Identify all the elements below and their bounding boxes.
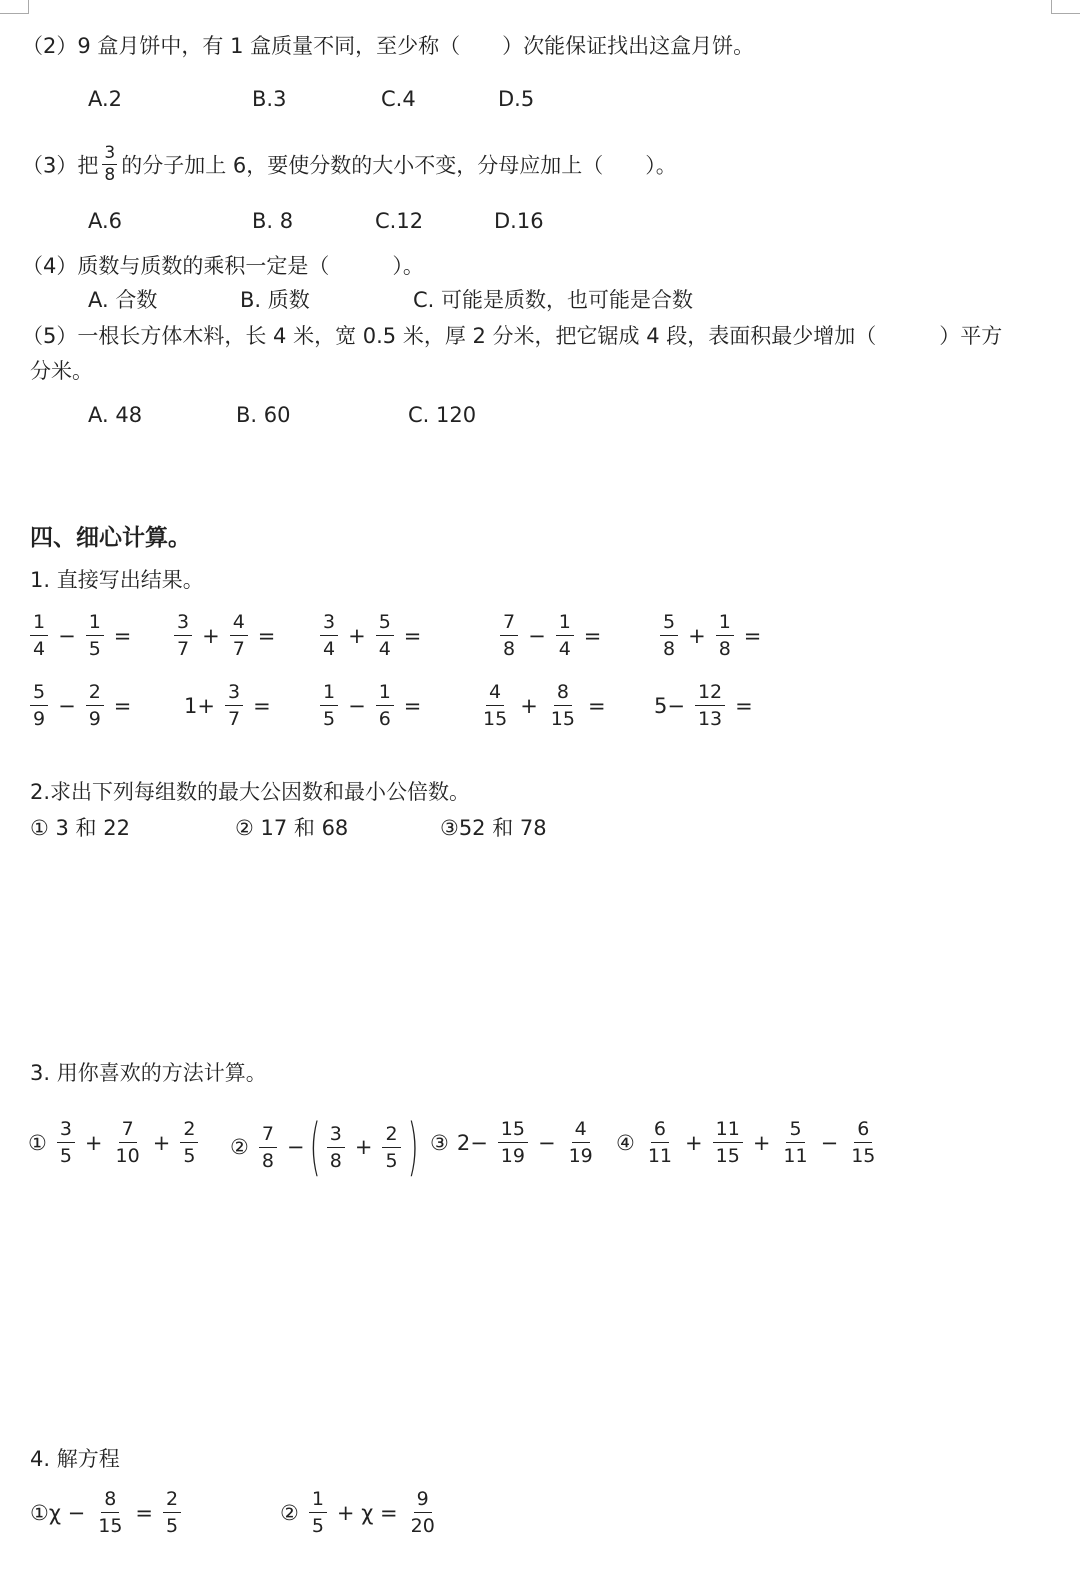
numerator: 1: [556, 609, 574, 636]
operator: ②: [280, 1500, 299, 1525]
denominator: 13: [697, 708, 723, 730]
numerator: 6: [651, 1116, 669, 1143]
denominator: 4: [558, 638, 571, 660]
numerator: 15: [498, 1116, 528, 1143]
fraction: [86, 609, 104, 662]
part2-item-3: ③52 和 78: [440, 816, 547, 840]
numerator: 7: [500, 609, 518, 636]
part2-title: 2.求出下列每组数的最大公因数和最小公倍数。: [30, 780, 471, 804]
q2-option-b: B.3: [252, 87, 287, 111]
fraction: [320, 609, 338, 662]
operator: −: [286, 1135, 305, 1159]
numerator: 3: [174, 609, 192, 636]
operator: =: [257, 623, 276, 648]
fraction: [695, 679, 725, 732]
q4-option-a: A. 合数: [88, 288, 158, 312]
fraction: [376, 609, 394, 662]
q3-option-d: D.16: [494, 209, 544, 233]
fraction: [30, 679, 48, 732]
oral-calc-row1-2: [168, 609, 279, 662]
numerator: 1: [376, 679, 394, 706]
question-2: （2）9 盒月饼中，有 1 盒质量不同，至少称（ ）次能保证找出这盒月饼。: [22, 34, 755, 58]
operator: 5−: [654, 693, 685, 718]
denominator: 19: [500, 1145, 525, 1167]
fraction: [500, 609, 518, 662]
numerator: 5: [376, 609, 394, 636]
denominator: 4: [323, 638, 336, 660]
denominator: 9: [88, 708, 101, 730]
fraction: [645, 1116, 675, 1169]
fraction: [848, 1116, 878, 1169]
operator: −: [820, 1130, 839, 1155]
numerator: 3: [225, 679, 243, 706]
left-paren: (: [309, 1110, 321, 1183]
numerator: 5: [786, 1116, 804, 1143]
denominator: 8: [261, 1149, 274, 1172]
fraction: [113, 1116, 143, 1169]
part3-title: 3. 用你喜欢的方法计算。: [30, 1061, 267, 1085]
calc-item-1: [24, 1116, 204, 1169]
numerator: 2: [86, 679, 104, 706]
numerator: 3: [104, 143, 116, 163]
q5-option-c: C. 120: [408, 403, 477, 427]
operator: ①χ −: [30, 1500, 86, 1525]
operator: +: [685, 1130, 703, 1155]
numerator: 6: [854, 1116, 872, 1143]
right-paren: ): [407, 1110, 419, 1183]
question-4: （4）质数与质数的乘积一定是（ ）。: [22, 254, 424, 278]
denominator: 4: [33, 638, 46, 660]
oral-calc-row2-2: [180, 679, 275, 732]
denominator: 5: [183, 1145, 196, 1167]
denominator: 15: [715, 1145, 740, 1167]
operator: −: [528, 623, 546, 648]
operator: ①: [28, 1130, 47, 1155]
q2-option-c: C.4: [381, 87, 416, 111]
denominator: 5: [323, 708, 336, 730]
operator: +: [354, 1135, 373, 1159]
part2-item-2: ② 17 和 68: [235, 816, 349, 840]
q2-option-a: A.2: [88, 87, 123, 111]
fraction: [327, 1121, 345, 1174]
numerator: 5: [30, 679, 48, 706]
numerator: 1: [309, 1486, 327, 1513]
fraction: [230, 609, 248, 662]
fraction: [376, 679, 394, 732]
denominator: 6: [378, 708, 391, 730]
numerator: 2: [180, 1116, 198, 1143]
q5-option-a: A. 48: [88, 403, 143, 427]
oral-calc-row1-4: [494, 609, 605, 662]
denominator: 8: [104, 165, 116, 185]
question-3: [22, 145, 677, 188]
denominator: 5: [385, 1149, 398, 1172]
oral-calc-row2-5: [650, 679, 757, 732]
numerator: 11: [713, 1116, 743, 1143]
operator: +: [202, 623, 220, 648]
operator: −: [58, 623, 76, 648]
operator: =: [403, 693, 422, 718]
fraction: [95, 1486, 125, 1539]
fraction: [309, 1486, 327, 1539]
q3-option-b: B. 8: [252, 209, 294, 233]
operator: +: [752, 1130, 771, 1155]
denominator: 8: [503, 638, 516, 660]
oral-calc-row1-3: [314, 609, 425, 662]
fraction: [382, 1121, 400, 1174]
q3-fraction: [102, 143, 117, 186]
operator: −: [58, 693, 76, 718]
operator: −: [537, 1130, 556, 1155]
denominator: 5: [166, 1515, 179, 1537]
q3-option-a: A.6: [88, 209, 123, 233]
numerator: 2: [163, 1486, 181, 1513]
crop-mark-top-right: [1051, 0, 1080, 14]
fraction: [660, 609, 678, 662]
q3-suffix: 的分子加上 6，要使分数的大小不变，分母应加上（ ）。: [121, 153, 677, 178]
operator: +: [520, 693, 538, 718]
equation-1: [26, 1486, 187, 1539]
fraction: [180, 1116, 198, 1169]
q5-option-b: B. 60: [236, 403, 291, 427]
operator: +: [152, 1130, 171, 1155]
part2-item-1: ① 3 和 22: [30, 816, 130, 840]
calc-item-4: [612, 1116, 884, 1169]
q3-option-c: C.12: [375, 209, 424, 233]
calc-item-3: [426, 1116, 602, 1169]
denominator: 19: [568, 1145, 593, 1167]
operator: =: [135, 1500, 154, 1525]
denominator: 11: [647, 1145, 673, 1167]
fraction: [174, 609, 192, 662]
fraction: [566, 1116, 596, 1169]
fraction: [716, 609, 734, 662]
operator: −: [348, 693, 366, 718]
denominator: 8: [329, 1149, 342, 1172]
numerator: 1: [30, 609, 48, 636]
denominator: 8: [718, 638, 731, 660]
fraction: [480, 679, 510, 732]
numerator: 8: [554, 679, 572, 706]
numerator: 9: [414, 1486, 432, 1513]
numerator: 4: [572, 1116, 590, 1143]
numerator: 3: [327, 1121, 345, 1148]
q2-option-d: D.5: [498, 87, 535, 111]
denominator: 8: [663, 638, 676, 660]
fraction: [225, 679, 243, 732]
denominator: 7: [177, 638, 190, 660]
q3-prefix: （3）把: [22, 153, 99, 178]
numerator: 1: [86, 609, 104, 636]
operator: + χ =: [336, 1500, 398, 1525]
operator: =: [253, 693, 271, 718]
fraction: [30, 609, 48, 662]
fraction: [259, 1121, 277, 1174]
denominator: 9: [33, 708, 46, 730]
numerator: 7: [259, 1121, 277, 1148]
operator: +: [84, 1130, 103, 1155]
numerator: 1: [716, 609, 734, 636]
part1-title: 1. 直接写出结果。: [30, 568, 204, 592]
denominator: 7: [227, 708, 241, 730]
calc-item-2: [226, 1110, 419, 1183]
fraction: [408, 1486, 438, 1539]
numerator: 12: [695, 679, 725, 706]
numerator: 7: [119, 1116, 137, 1143]
crop-mark-top-left: [0, 0, 29, 14]
part4-title: 4. 解方程: [30, 1447, 120, 1471]
operator: =: [735, 693, 753, 718]
operator: =: [113, 693, 132, 718]
oral-calc-row2-4: [474, 679, 610, 732]
equation-2: [276, 1486, 444, 1539]
denominator: 15: [550, 708, 575, 730]
denominator: 10: [115, 1145, 140, 1167]
oral-calc-row1-1: [24, 609, 135, 662]
fraction: [556, 609, 574, 662]
operator: =: [743, 623, 762, 648]
denominator: 5: [59, 1145, 72, 1167]
denominator: 20: [410, 1515, 435, 1537]
oral-calc-row1-5: [654, 609, 765, 662]
denominator: 11: [783, 1145, 808, 1167]
denominator: 5: [88, 638, 101, 660]
operator: ③: [430, 1130, 449, 1155]
q4-option-b: B. 质数: [240, 288, 310, 312]
operator: 2−: [456, 1130, 488, 1155]
numerator: 3: [320, 609, 338, 636]
fraction: [163, 1486, 181, 1539]
fraction: [86, 679, 104, 732]
operator: =: [583, 623, 602, 648]
q4-option-c: C. 可能是质数，也可能是合数: [413, 288, 694, 312]
numerator: 4: [486, 679, 504, 706]
question-5-cont: 分米。: [30, 359, 93, 383]
fraction: [320, 679, 338, 732]
denominator: 4: [378, 638, 391, 660]
numerator: 4: [230, 609, 248, 636]
operator: +: [348, 623, 366, 648]
section-heading: 四、细心计算。: [30, 525, 191, 551]
fraction: [498, 1116, 528, 1169]
numerator: 5: [660, 609, 678, 636]
numerator: 8: [101, 1486, 119, 1513]
numerator: 3: [57, 1116, 75, 1143]
operator: ④: [616, 1130, 635, 1155]
operator: +: [688, 623, 706, 648]
numerator: 1: [320, 679, 338, 706]
denominator: 15: [851, 1145, 876, 1167]
question-5: （5）一根长方体木料，长 4 米，宽 0.5 米，厚 2 分米，把它锯成 4 段，表面积最少增加（ ）平方: [22, 324, 1003, 348]
denominator: 7: [232, 638, 245, 660]
operator: =: [403, 623, 422, 648]
operator: ②: [230, 1135, 249, 1159]
fraction: [548, 679, 578, 732]
fraction: [780, 1116, 810, 1169]
oral-calc-row2-1: [24, 679, 135, 732]
denominator: 5: [311, 1515, 324, 1537]
operator: 1+: [184, 693, 215, 718]
denominator: 15: [483, 708, 508, 730]
numerator: 2: [382, 1121, 400, 1148]
operator: =: [587, 693, 606, 718]
fraction: [713, 1116, 743, 1169]
denominator: 15: [98, 1515, 123, 1537]
fraction: [57, 1116, 75, 1169]
operator: =: [113, 623, 132, 648]
oral-calc-row2-3: [314, 679, 425, 732]
